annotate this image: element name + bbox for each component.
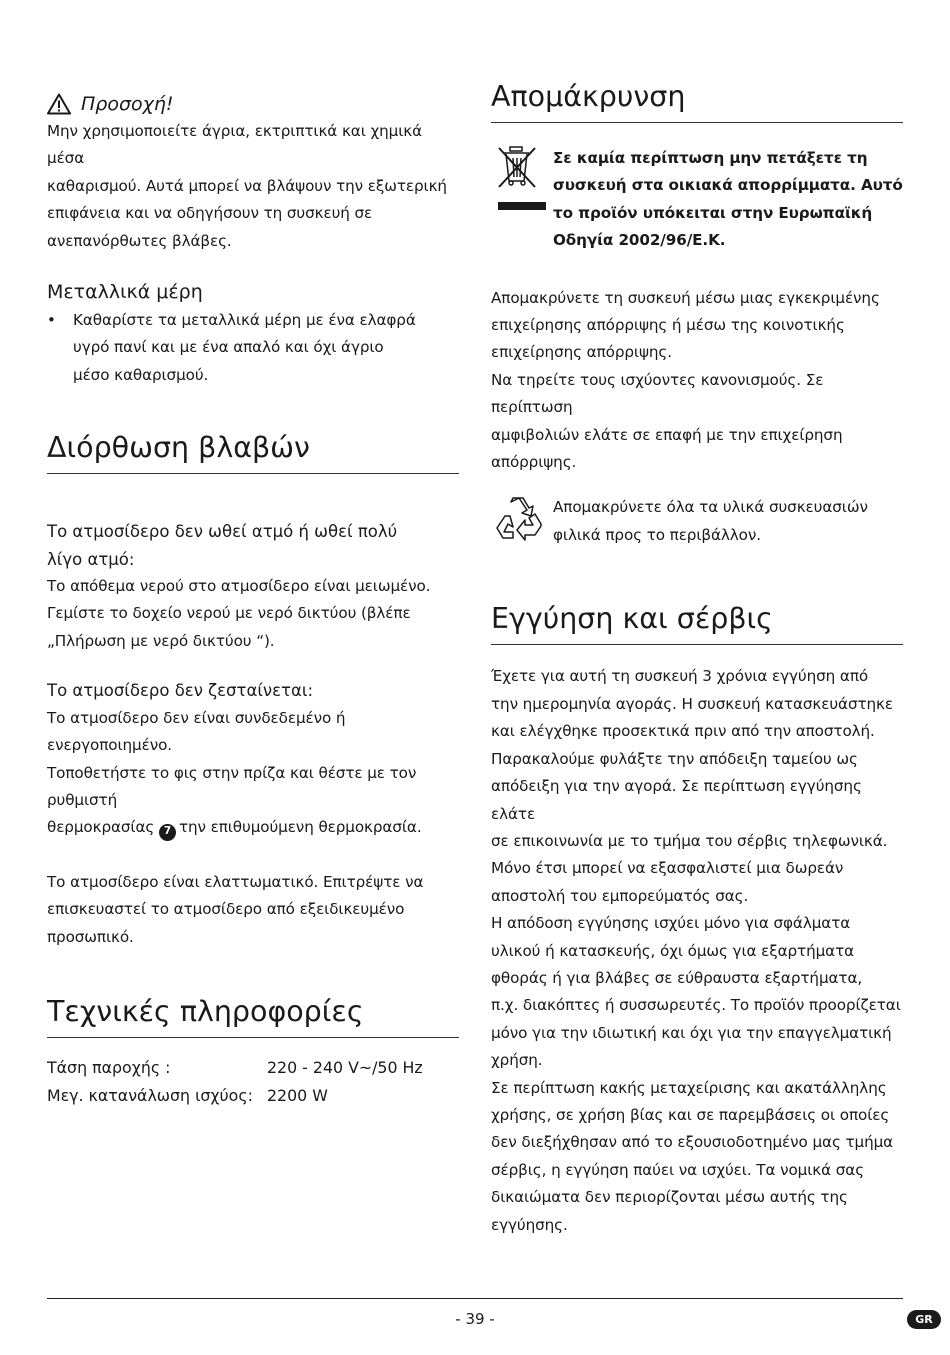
text-line: Το απόθεμα νερού στο ατμοσίδερο είναι μειωμένο. <box>47 577 431 596</box>
spec-label: Μεγ. κατανάλωση ισχύος: <box>47 1085 253 1105</box>
text-line: απόδειξη για την αγορά. Σε περίπτωση εγγύησης ελάτε <box>491 777 862 823</box>
text-line: Απομακρύνετε όλα τα υλικά συσκευασιών <box>553 498 868 517</box>
text-line: σέρβις, η εγγύηση παύει να ισχύει. Τα νομικά σας <box>491 1160 865 1179</box>
text-line: φιλικά προς το περιβάλλον. <box>553 525 761 544</box>
text-line: Σε περίπτωση κακής μεταχείρισης και ακατάλληλης <box>491 1078 887 1097</box>
text-line: Έχετε για αυτή τη συσκευή 3 χρόνια εγγύηση από <box>491 667 869 686</box>
text-line: και ελέγχθηκε προσεκτικά πριν από την αποστολή. <box>491 722 875 741</box>
disposal-heading: Απομάκρυνση <box>491 80 903 123</box>
crossed-out-bin-icon <box>491 145 553 255</box>
text-line: π.χ. διακόπτες ή συσσωρευτές. Το προϊόν προορίζεται <box>491 996 901 1015</box>
caution-heading <box>47 90 459 118</box>
text-line: „Πλήρωση με νερό δικτύου “). <box>47 631 275 650</box>
packaging-recycle-notice <box>491 494 903 554</box>
text-line: χρήση. <box>491 1051 543 1070</box>
bullet-icon: • <box>47 311 56 330</box>
spec-value: 220 - 240 V~/50 Hz <box>267 1057 423 1077</box>
spec-row <box>47 1082 459 1110</box>
warranty-text <box>491 663 903 1239</box>
text-line: εγγύησης. <box>491 1215 568 1234</box>
text-line: Οδηγία 2002/96/Ε.Κ. <box>553 231 726 250</box>
text-line: φθοράς ή για βλάβες σε εύθραυστα εξαρτήματα, <box>491 968 863 987</box>
left-column <box>47 80 459 1110</box>
text-line: Να τηρείτε τους ισχύοντες κανονισμούς. Σε περίπτωση <box>491 370 824 417</box>
text-line: σε επικοινωνία με το τμήμα του σέρβις τηλεφωνικά. <box>491 831 888 850</box>
text-line: δικαιώματα δεν περιορίζονται μέσω αυτής της <box>491 1188 848 1207</box>
text-line: Η απόδοση εγγύησης ισχύει μόνο για σφάλματα <box>491 914 851 933</box>
text-line: καθαρισμού. Αυτά μπορεί να βλάψουν την εξωτερική <box>47 176 447 195</box>
temperature-dial-reference-icon: 7 <box>159 824 176 841</box>
text-line: επιφάνεια και να οδηγήσουν τη συσκευή σε <box>47 204 373 223</box>
text-line: συσκευή στα οικιακά απορρίμματα. Αυτό <box>553 176 903 195</box>
text-line: αποστολή του εμπορεύματός σας. <box>491 886 749 905</box>
spec-value: 2200 W <box>267 1085 328 1105</box>
text-line: Σε καμία περίπτωση μην πετάξετε τη <box>553 149 868 167</box>
caution-text <box>47 118 459 255</box>
warranty-heading: Εγγύηση και σέρβις <box>491 602 903 645</box>
problem-no-steam-heading-line: λίγο ατμό: <box>47 549 135 569</box>
text-line: επιχείρησης απόρριψης. <box>491 343 672 362</box>
text-line: Απομακρύνετε τη συσκευή μέσω μιας εγκεκριμένης <box>491 288 880 307</box>
problem-no-heat-heading: Το ατμοσίδερο δεν ζεσταίνεται: <box>47 681 313 701</box>
text-line: Μην χρησιμοποιείτε άγρια, εκτριπτικά και χημικά μέσα <box>47 122 423 168</box>
text-line: υλικού ή κατασκευής, όχι όμως για εξαρτήματα <box>491 941 855 960</box>
text-fragment: την επιθυμούμενη θερμοκρασία. <box>178 818 422 837</box>
caution-title: Προσοχή! <box>81 93 174 115</box>
spec-label: Τάση παροχής : <box>47 1057 171 1077</box>
page-number: - 39 - <box>455 1310 495 1328</box>
text-line: επισκευαστεί το ατμοσίδερο από εξειδικευμένο <box>47 900 405 919</box>
technical-info-heading: Τεχνικές πληροφορίες <box>47 995 459 1038</box>
text-line: υγρό πανί και με ένα απαλό και όχι άγριο <box>73 338 384 357</box>
metal-parts-bullet <box>47 307 459 389</box>
weee-notice <box>491 145 903 255</box>
text-line: Τοποθετήστε το φις στην πρίζα και θέστε με τον ρυθμιστή <box>47 763 417 809</box>
text-line: ανεπανόρθωτες βλάβες. <box>47 231 232 250</box>
text-line: Μόνο έτσι μπορεί να εξασφαλιστεί μια δωρεάν <box>491 859 844 878</box>
text-line: Γεμίστε το δοχείο νερού με νερό δικτύου (βλέπε <box>47 604 411 623</box>
text-line: προσωπικό. <box>47 927 134 946</box>
text-line: επιχείρησης απόρριψης ή μέσω της κοινοτικής <box>491 316 845 335</box>
footer-divider <box>47 1298 903 1299</box>
right-column <box>491 80 903 1239</box>
text-line: Καθαρίστε τα μεταλλικά μέρη με ένα ελαφρά <box>73 311 416 330</box>
text-line <box>47 814 459 841</box>
text-line: Παρακαλούμε φυλάξτε την απόδειξη ταμείου ως <box>491 749 858 768</box>
problem-no-steam-heading-line: Το ατμοσίδερο δεν ωθεί ατμό ή ωθεί πολύ <box>47 522 398 542</box>
spec-row <box>47 1054 459 1082</box>
warning-triangle-icon <box>47 93 71 115</box>
text-line: μόνο για την ιδιωτική και όχι για την επαγγελματική <box>491 1023 892 1042</box>
metal-parts-heading: Μεταλλικά μέρη <box>47 281 203 304</box>
text-fragment: θερμοκρασίας <box>47 818 155 837</box>
text-line: δεν διεξήχθησαν από το εξουσιοδοτημένο μας τμήμα <box>491 1133 894 1152</box>
text-line: την ημερομηνία αγοράς. Η συσκευή κατασκευάστηκε <box>491 694 894 713</box>
text-line: Το ατμοσίδερο είναι ελαττωματικό. Επιτρέψτε να <box>47 872 424 891</box>
text-line: μέσο καθαρισμού. <box>73 365 209 384</box>
text-line: χρήσης, σε χρήση βίας και σε παρεμβάσεις οι οποίες <box>491 1105 890 1124</box>
recycle-icon <box>491 494 553 554</box>
language-badge: GR <box>907 1310 941 1329</box>
text-line: Το ατμοσίδερο δεν είναι συνδεδεμένο ή ενεργοποιημένο. <box>47 708 346 755</box>
text-line: το προϊόν υπόκειται στην Ευρωπαϊκή <box>553 203 873 222</box>
troubleshooting-heading: Διόρθωση βλαβών <box>47 431 459 474</box>
text-line: αμφιβολιών ελάτε σε επαφή με την επιχείρηση απόρριψης. <box>491 425 843 472</box>
